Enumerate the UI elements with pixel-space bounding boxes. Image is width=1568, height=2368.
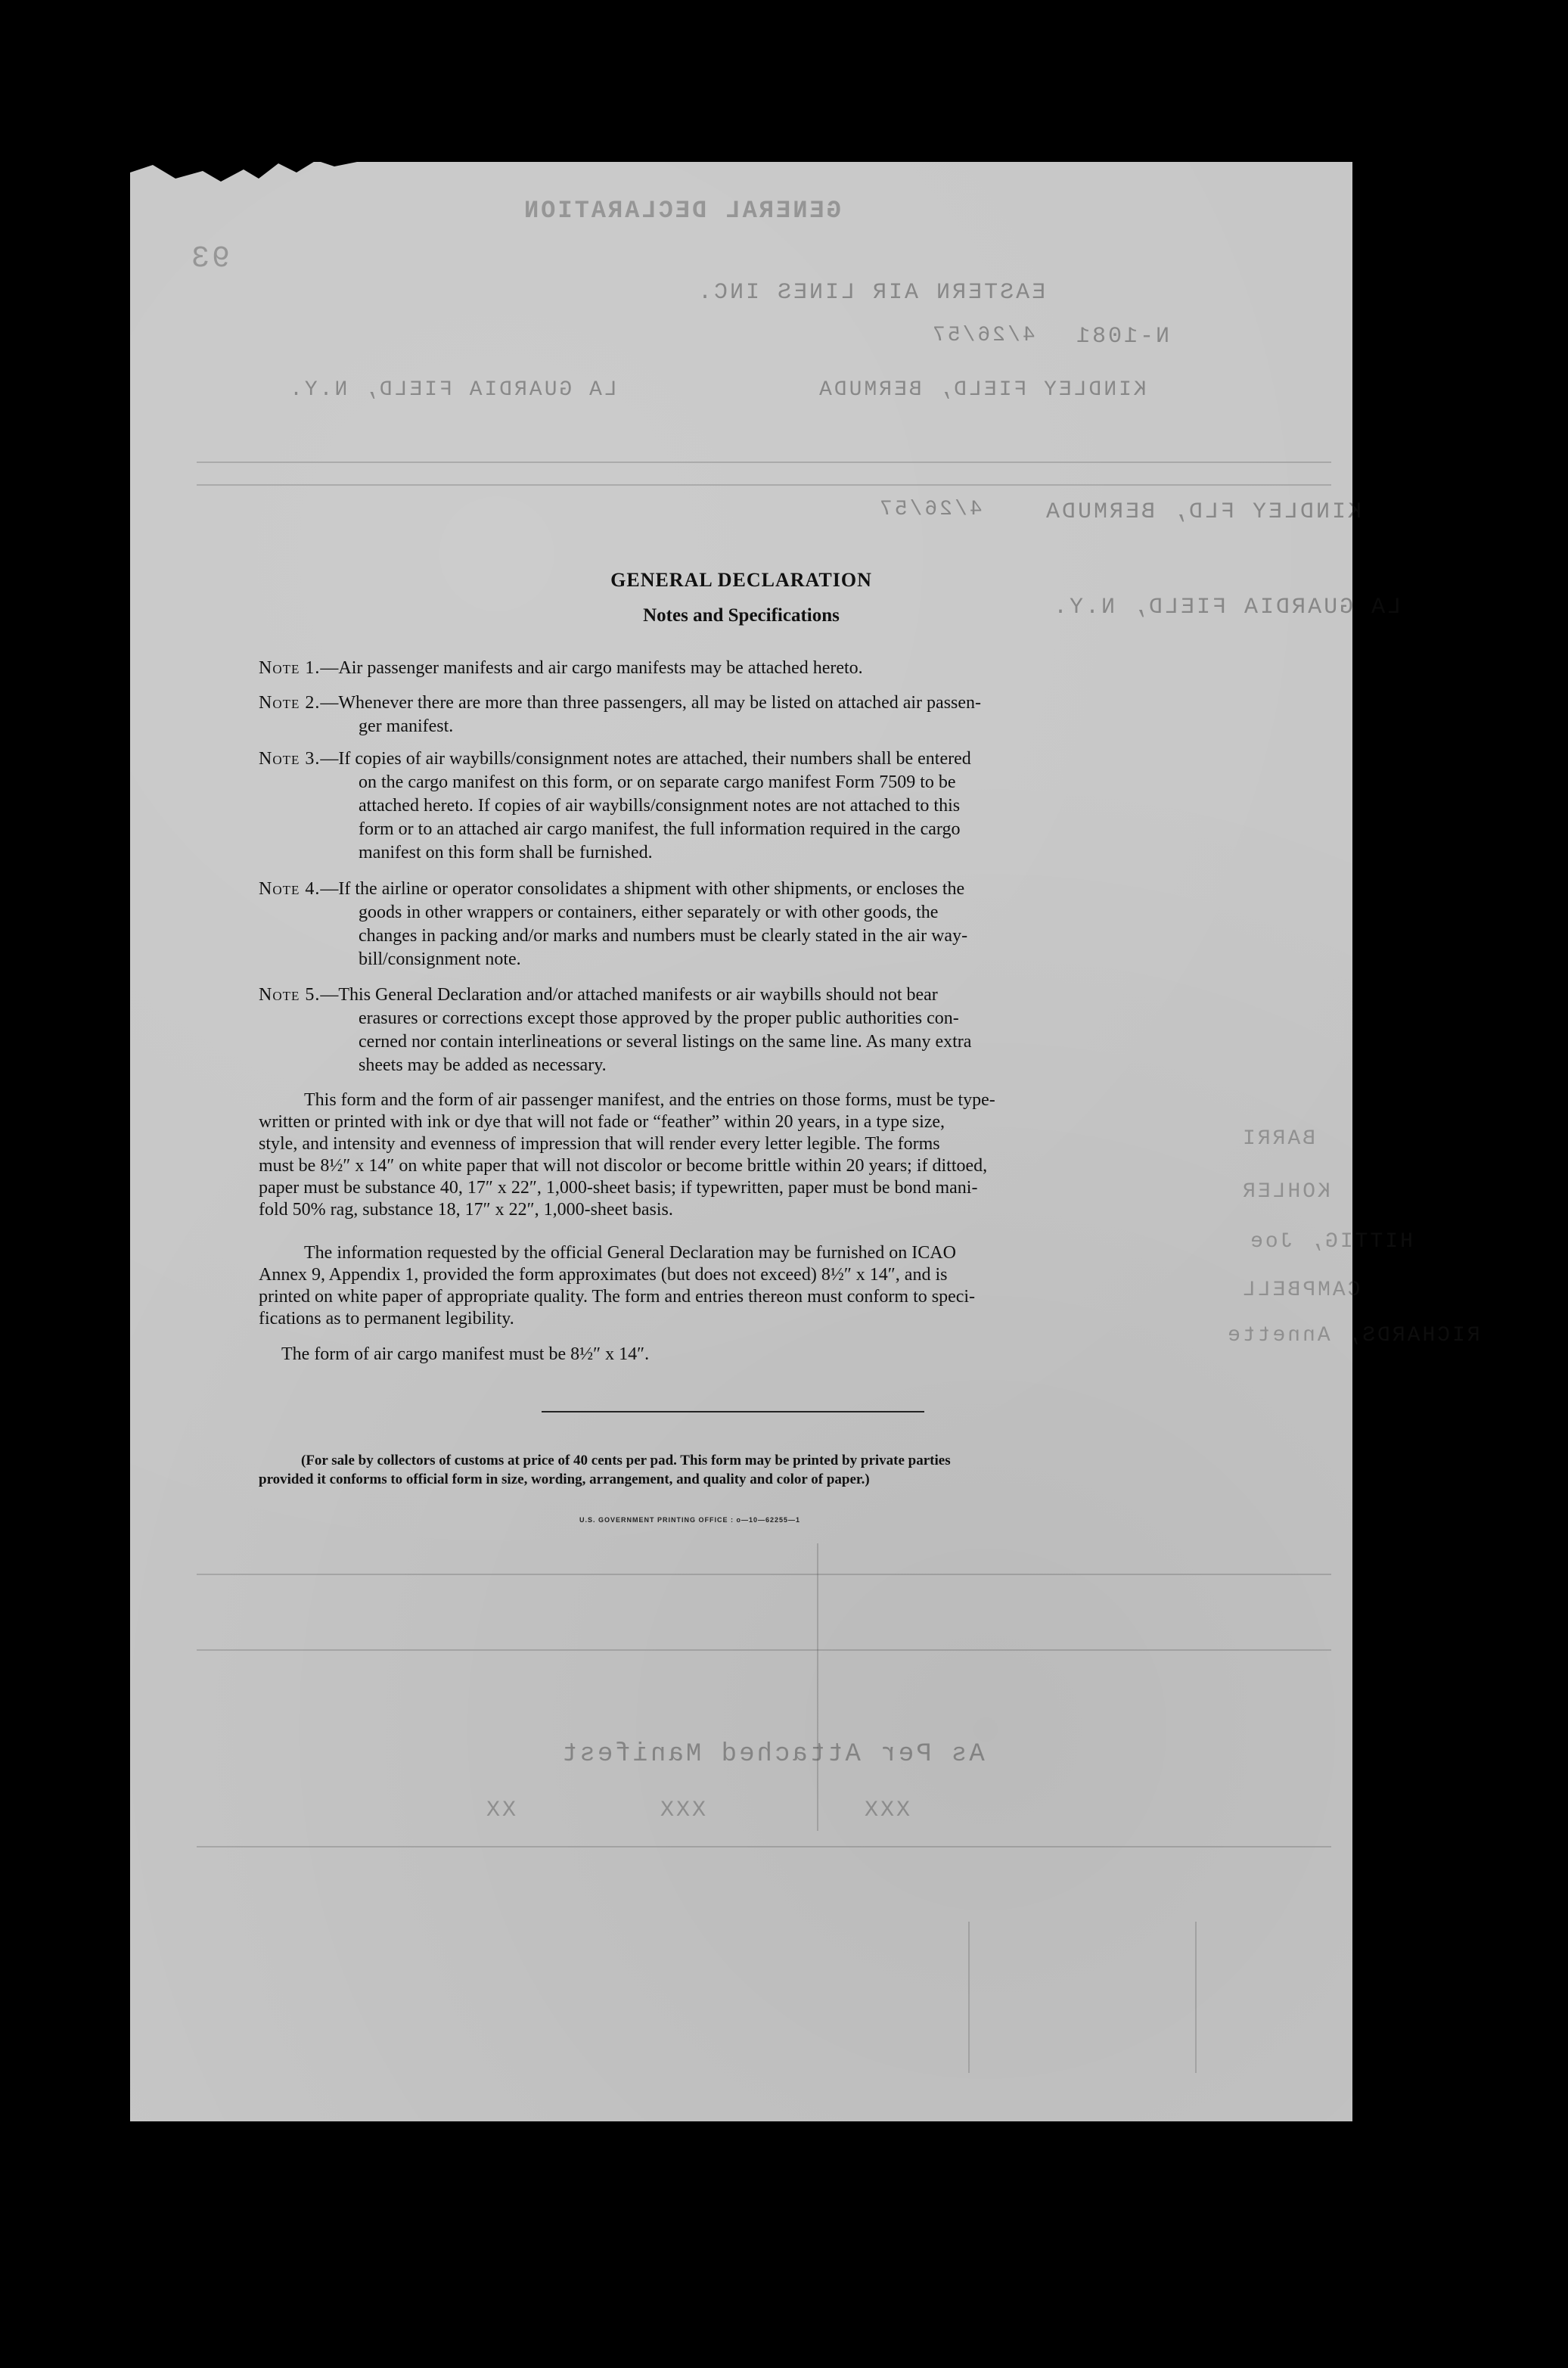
note-label: Note 4. [259, 879, 321, 899]
specification-paragraph-3 [259, 1344, 1209, 1366]
note-text: goods in other wrappers or containers, either separately or with other goods, the [359, 903, 939, 922]
ghost-crew-3: HITTIG, Joe [1248, 1230, 1413, 1254]
note-label: Note 1. [259, 658, 321, 678]
document-subtitle: Notes and Specifications [643, 605, 840, 626]
note-text: —Air passenger manifests and air cargo manifests may be attached hereto. [320, 658, 863, 678]
paragraph-line: written or printed with ink or dye that will not fade or “feather” within 20 years, in a type size, [259, 1112, 945, 1132]
note-text: —If the airline or operator consolidates a shipment with other shipments, or encloses the [320, 879, 965, 899]
ghost-to-field: LA GUARDIA FIELD, N.Y. [287, 378, 617, 402]
ghost-rule [197, 1846, 1331, 1847]
specification-paragraph-1 [259, 1089, 1209, 1221]
note-text: changes in packing and/or marks and numbers must be clearly stated in the air way- [359, 926, 968, 946]
ghost-from-field: KINDLEY FIELD, BERMUDA [817, 378, 1147, 402]
ghost-route-to: LA GUARDIA FIELD, N.Y. [1051, 595, 1402, 620]
ghost-header: GENERAL DECLARATION [522, 197, 841, 225]
paragraph-line: fold 50% rag, substance 18, 17″ x 22″, 1,000-sheet basis. [259, 1200, 673, 1220]
note-text: erasures or corrections except those approved by the proper public authorities con- [359, 1008, 959, 1028]
torn-corner [130, 156, 357, 186]
note-4 [259, 878, 1209, 971]
note-2 [259, 691, 1209, 738]
note-text: form or to an attached air cargo manifest, the full information required in the cargo [359, 819, 961, 839]
note-text: attached hereto. If copies of air waybills/consignment notes are not attached to this [359, 796, 961, 816]
ghost-aircraft: N-1081 [1074, 324, 1170, 350]
note-text: —If copies of air waybills/consignment notes are attached, their numbers shall be entered [320, 749, 971, 769]
ghost-rule [197, 461, 1331, 463]
ghost-crew-1: BARRI [1240, 1127, 1316, 1151]
ghost-mark-1: XX [484, 1798, 517, 1823]
sale-notice [259, 1451, 1227, 1489]
ghost-date: 4/26/57 [930, 324, 1036, 347]
ghost-airline: EASTERN AIR LINES INC. [696, 280, 1046, 306]
paragraph-line: Annex 9, Appendix 1, provided the form approximates (but does not exceed) 8½″ x 14″, and is [259, 1265, 948, 1285]
ghost-rule [197, 1574, 1331, 1575]
ghost-route-from: KINDLEY FLD, BERMUDA [1044, 499, 1362, 525]
paragraph-line: paper must be substance 40, 17″ x 22″, 1,000-sheet basis; if typewritten, paper must be bond mani- [259, 1178, 978, 1198]
section-divider [542, 1411, 924, 1412]
printer-imprint: U.S. GOVERNMENT PRINTING OFFICE : o—10—62255—1 [579, 1516, 801, 1524]
ghost-rule [968, 1922, 970, 2073]
note-text: on the cargo manifest on this form, or on separate cargo manifest Form 7509 to be [359, 772, 956, 792]
note-5 [259, 984, 1209, 1077]
ghost-crew-4: CAMPBELL [1240, 1279, 1361, 1302]
ghost-mark-3: XXX [862, 1798, 911, 1823]
ghost-rule [197, 484, 1331, 486]
note-text: —Whenever there are more than three passengers, all may be listed on attached air passen- [320, 693, 982, 713]
paragraph-line: style, and intensity and evenness of impression that will render every letter legible. The forms [259, 1134, 940, 1154]
paragraph-line: The form of air cargo manifest must be 8½″ x 14″. [281, 1344, 650, 1364]
note-label: Note 3. [259, 749, 321, 769]
note-label: Note 2. [259, 693, 321, 713]
paragraph-line: fications as to permanent legibility. [259, 1309, 514, 1329]
note-text: bill/consignment note. [359, 949, 521, 969]
ghost-rule [1195, 1922, 1197, 2073]
ghost-mark-2: XXX [658, 1798, 706, 1823]
note-text: ger manifest. [359, 716, 454, 736]
paragraph-line: This form and the form of air passenger manifest, and the entries on those forms, must be type- [304, 1090, 995, 1110]
paragraph-line: printed on white paper of appropriate quality. The form and entries thereon must conform to speci- [259, 1287, 976, 1307]
ghost-route-date: 4/26/57 [877, 498, 983, 521]
ghost-cargo-note: As Per Attached Manifest [560, 1740, 985, 1769]
specification-paragraph-2 [259, 1242, 1209, 1330]
ghost-crew-2: KOHLER [1240, 1180, 1330, 1204]
note-1 [259, 657, 1209, 680]
note-text: —This General Declaration and/or attached manifests or air waybills should not bear [320, 985, 938, 1005]
ghost-crew-5: RICHARDS, Annette [1225, 1324, 1480, 1347]
paragraph-line: must be 8½″ x 14″ on white paper that will not discolor or become brittle within 20 years; if dittoed, [259, 1156, 988, 1176]
sale-notice-line: provided it conforms to official form in size, wording, arrangement, and quality and color of paper.) [259, 1471, 870, 1487]
ghost-rule [197, 1649, 1331, 1651]
note-3 [259, 747, 1209, 865]
ghost-rule [817, 1543, 818, 1831]
note-text: cerned nor contain interlineations or several listings on the same line. As many extra [359, 1032, 972, 1052]
note-label: Note 5. [259, 985, 321, 1005]
sale-notice-line: (For sale by collectors of customs at price of 40 cents per pad. This form may be printed by private parties [301, 1453, 951, 1468]
note-text: sheets may be added as necessary. [359, 1055, 607, 1075]
ghost-page-number: 93 [189, 242, 231, 276]
note-text: manifest on this form shall be furnished. [359, 843, 653, 862]
paragraph-line: The information requested by the official General Declaration may be furnished on ICAO [304, 1243, 956, 1263]
document-title: GENERAL DECLARATION [610, 569, 872, 591]
